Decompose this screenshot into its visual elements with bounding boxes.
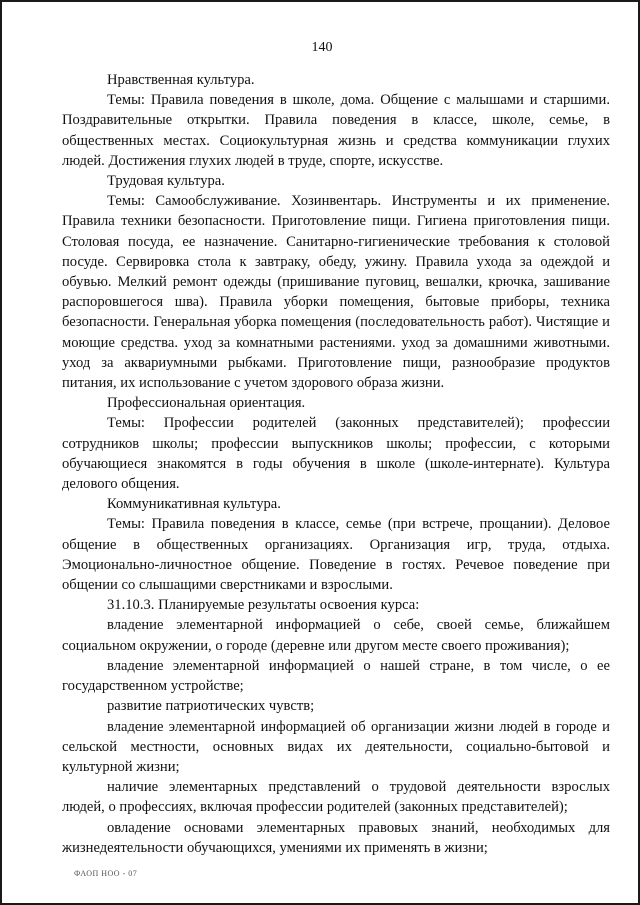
result-item: развитие патриотических чувств; (107, 698, 315, 715)
paragraph-communication-culture-topics: Темы: Правила поведения в классе, семье (при встрече, прощании). Деловое общение в общественных организациях. Организация игр, труда, отдыха. Эмоционально-личностное общение. Поведение в гостях. Речевое поведение при общении со слышащими сверстниками и взрослыми. (62, 516, 610, 594)
section-heading-labor-culture: Трудовая культура. (107, 173, 225, 190)
result-item: наличие элементарных представлений о трудовой деятельности взрослых людей, о профессиях, включая профессии родителей (законных представителей); (62, 779, 610, 816)
paragraph-career-orientation-topics: Темы: Профессии родителей (законных представителей); профессии сотрудников школы; профессии выпускников школы; профессии, с которыми обучающиеся знакомятся в годы обучения в школе (школе-интернате). Культура делового общения. (62, 415, 610, 493)
result-item: владение элементарной информацией о нашей стране, в том числе, о ее государственном устройстве; (62, 657, 610, 695)
result-item: владение элементарной информацией о себе, своей семье, ближайшем социальном окружении, о городе (деревне или другом месте своего проживания); (62, 617, 610, 654)
section-heading-moral-culture: Нравственная культура. (107, 72, 255, 88)
result-item: овладение основами элементарных правовых знаний, необходимых для жизнедеятельности обучающихся, умениями их применять в жизни; (62, 819, 610, 856)
paragraph-labor-culture-topics: Темы: Самообслуживание. Хозинвентарь. Инструменты и их применение. Правила техники безопасности. Приготовление пищи. Гигиена приготовления пищи. Столовая посуда, ее назначение. Санитарно-гигиенические требования к столовой посуде. Сервировка стола к завтраку, обеду, ужину. Правила ухода за одеждой и обувью. Мелкий ремонт одежды (пришивание пуговиц, вешалки, крючка, зашивание распоровшегося шва). Правила уборки помещения, бытовые приборы, техника безопасности. Генеральная уборка помещения (последовательность работ). Чистящие и моющие средства. уход за комнатными растениями. уход за домашними животными. уход за аквариумными рыбками. Приготовление пищи, разнообразие продуктов питания, их использование с учетом здорового образа жизни. (62, 193, 610, 392)
page-number: 140 (311, 40, 333, 55)
footer-document-code: ФАОП НОО - 07 (74, 869, 138, 878)
section-heading-planned-results: 31.10.3. Планируемые результаты освоения курса: (107, 597, 420, 614)
document-body (62, 70, 610, 858)
result-item: владение элементарной информацией об организации жизни людей в городе и сельской местности, основных видах их деятельности, социально-бытовой и культурной жизни; (62, 718, 610, 775)
section-heading-communication-culture: Коммуникативная культура. (107, 496, 281, 513)
paragraph-moral-culture-topics: Темы: Правила поведения в школе, дома. Общение с малышами и старшими. Поздравительные открытки. Правила поведения в классе, школе, семье, в общественных местах. Социокультурная жизнь и средства коммуникации глухих людей. Достижения глухих людей в труде, спорте, искусстве. (62, 92, 610, 169)
section-heading-career-orientation: Профессиональная ориентация. (107, 395, 306, 412)
